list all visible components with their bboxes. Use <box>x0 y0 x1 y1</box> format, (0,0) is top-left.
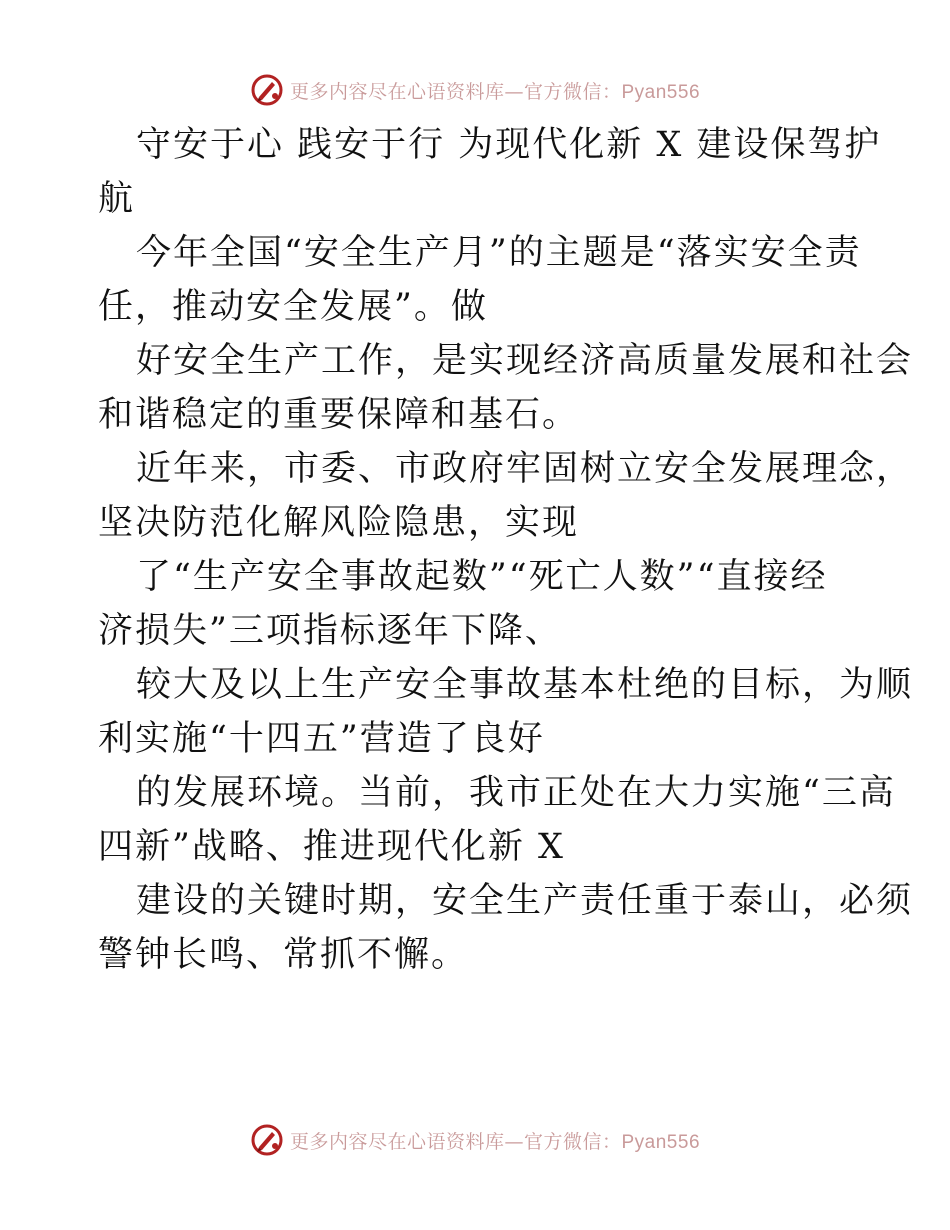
paragraph-line: 济损失”三项指标逐年下降、 <box>98 611 562 651</box>
paragraph-line: 任，推动安全发展”。做 <box>98 287 488 327</box>
document-body <box>98 118 914 982</box>
watermark-text: 更多内容尽在心语资料库—官方微信：Pyan556 <box>289 80 701 103</box>
paragraph-line: 的发展环境。当前，我市正处在大力实施“三高 <box>136 773 896 813</box>
paragraph-line: 好安全生产工作，是实现经济高质量发展和社会 <box>136 341 914 381</box>
header-watermark <box>0 70 950 110</box>
title-line-1: 守安于心 践安于行 为现代化新 X 建设保驾护 <box>136 125 882 165</box>
paragraph-line: 较大及以上生产安全事故基本杜绝的目标，为顺 <box>136 665 914 705</box>
footer-watermark <box>0 1120 950 1160</box>
paragraph-line: 建设的关键时期，安全生产责任重于泰山，必须 <box>136 881 914 921</box>
paragraph-line: 和谐稳定的重要保障和基石。 <box>98 395 580 435</box>
title-line-2: 航 <box>98 179 136 219</box>
brand-logo-icon <box>250 1123 284 1157</box>
brand-logo-icon <box>250 73 284 107</box>
watermark-text: 更多内容尽在心语资料库—官方微信：Pyan556 <box>289 1130 701 1153</box>
paragraph-line: 了“生产安全事故起数”“死亡人数”“直接经 <box>136 557 828 597</box>
paragraph-line: 警钟长鸣、常抓不懈。 <box>98 935 469 975</box>
paragraph-line: 今年全国“安全生产月”的主题是“落实安全责 <box>136 233 862 273</box>
paragraph-line: 坚决防范化解风险隐患，实现 <box>98 503 580 543</box>
paragraph-line: 近年来，市委、市政府牢固树立安全发展理念， <box>136 449 914 489</box>
paragraph-line: 四新”战略、推进现代化新 X <box>98 827 565 867</box>
paragraph-line: 利实施“十四五”营造了良好 <box>98 719 545 759</box>
